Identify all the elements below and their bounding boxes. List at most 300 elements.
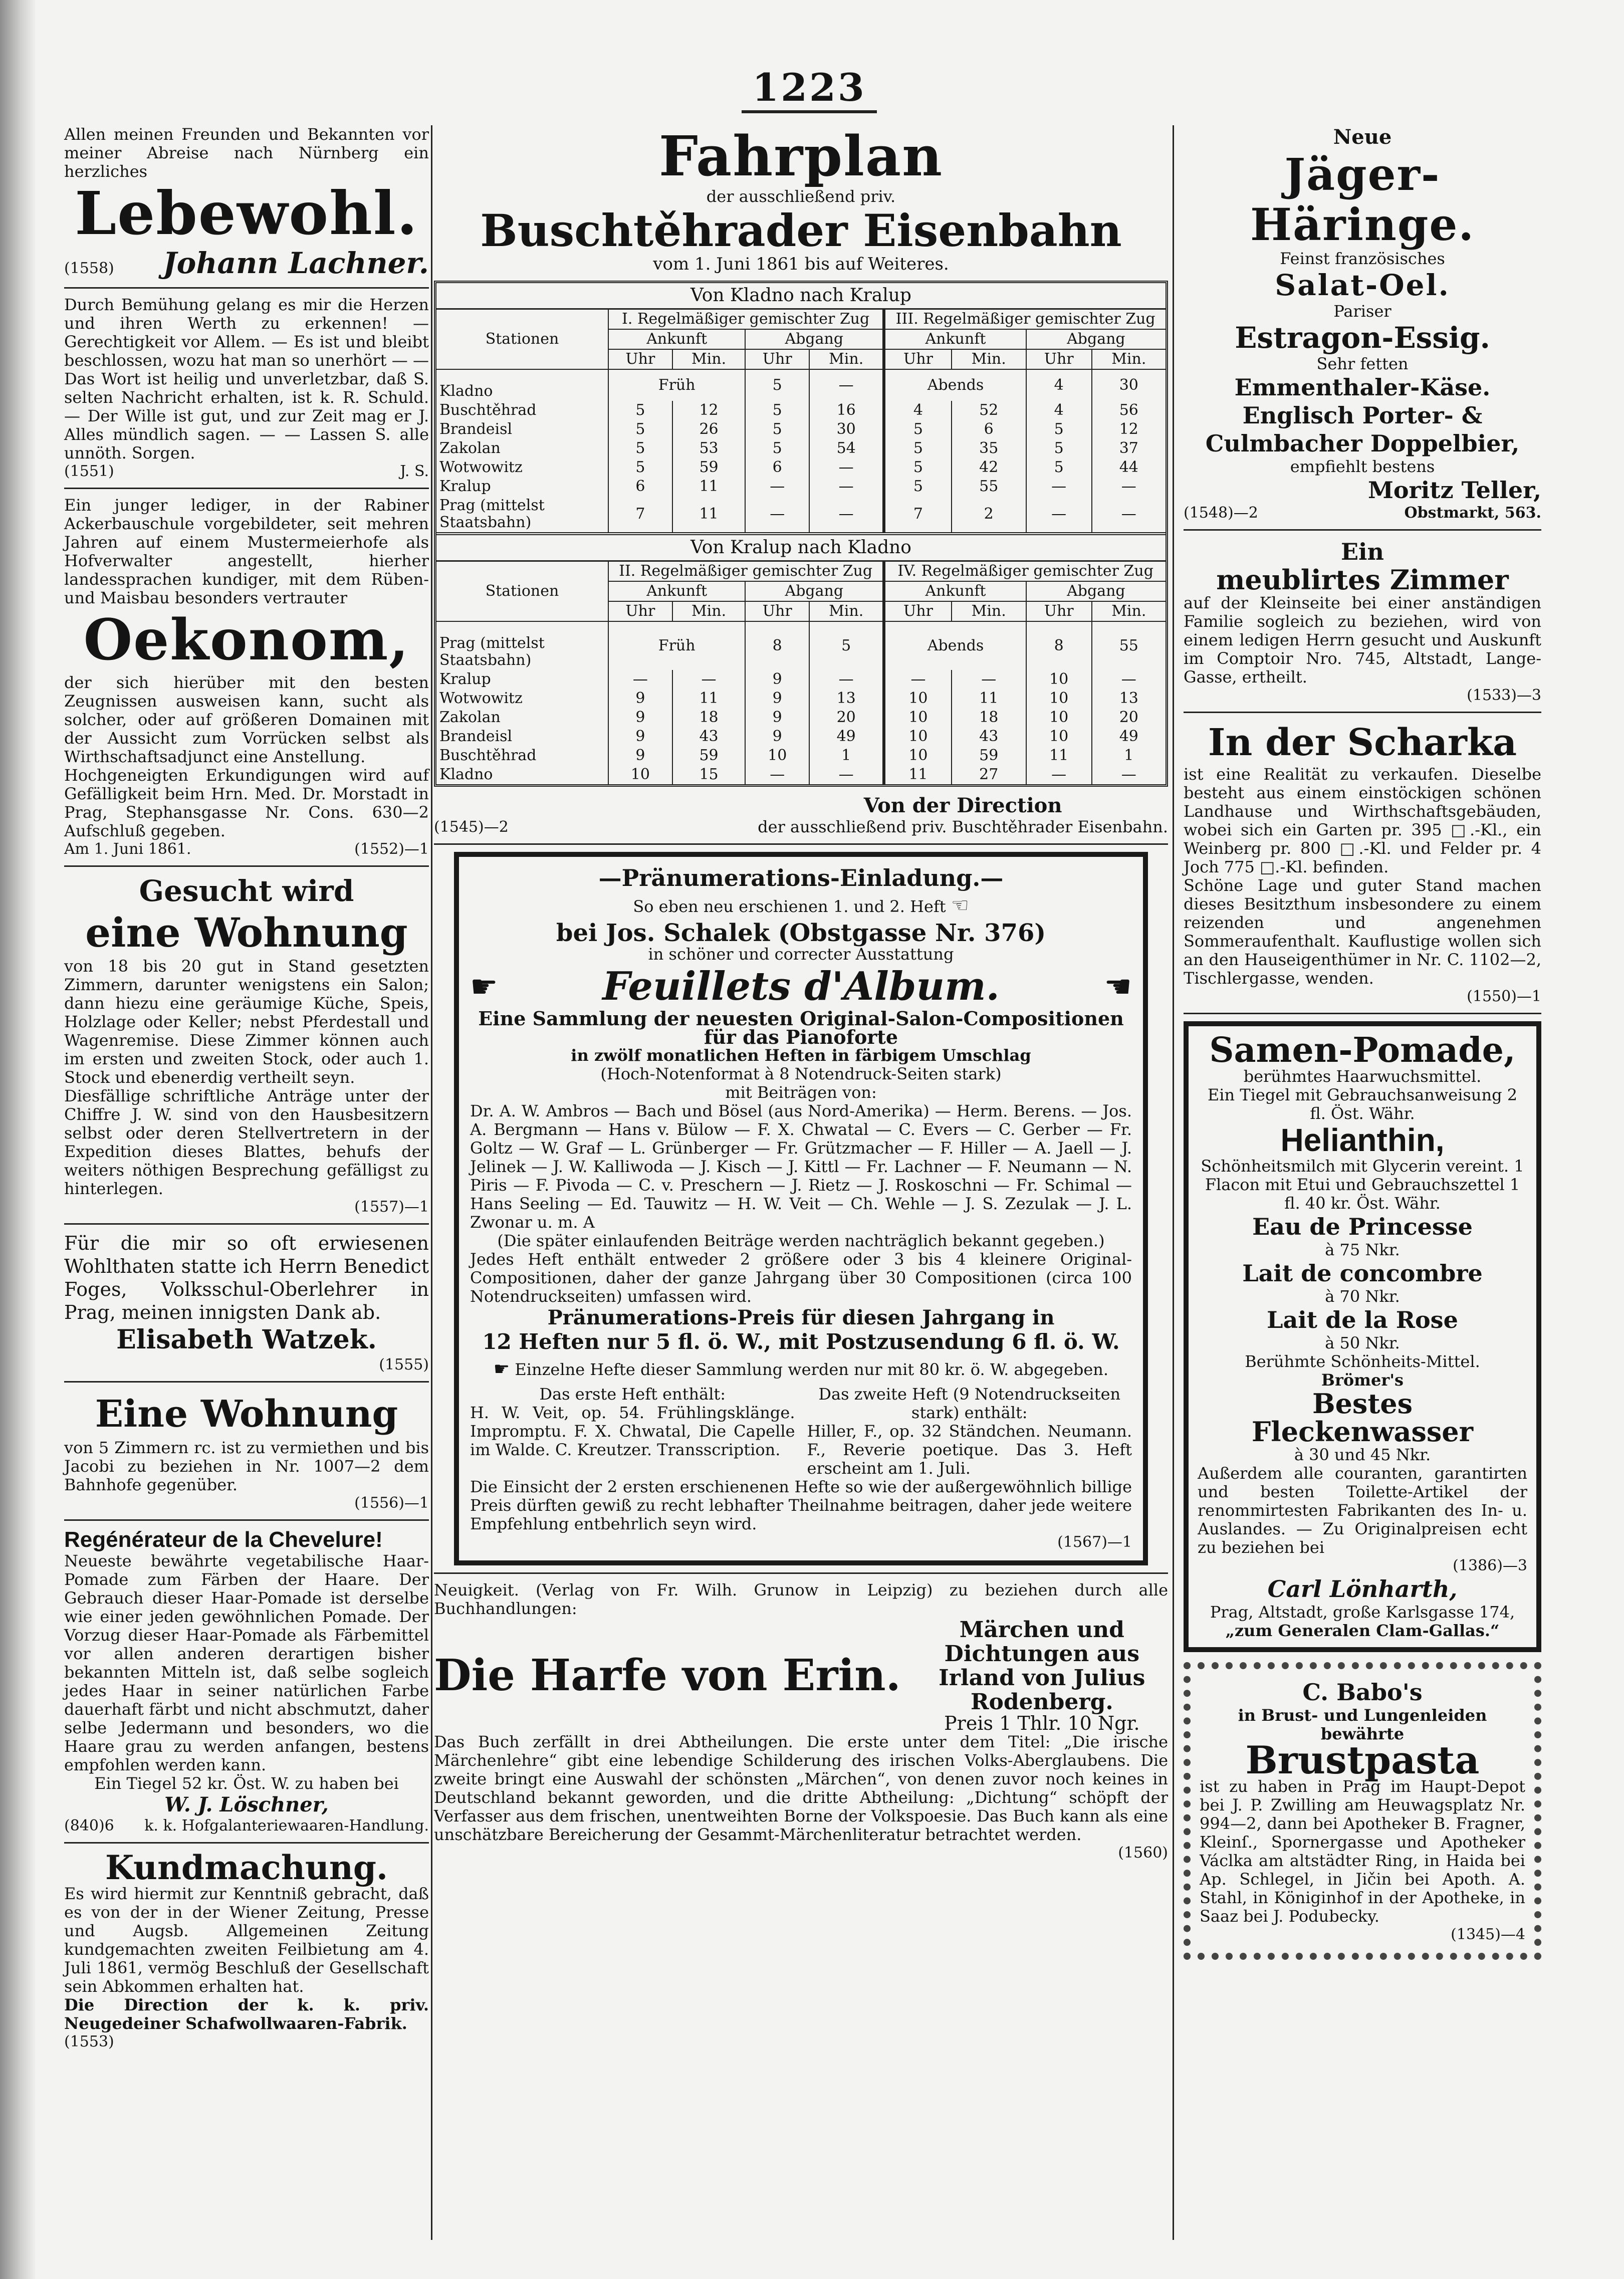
- minute-header: Min.: [1092, 349, 1166, 369]
- time-cell: 43: [672, 727, 746, 746]
- ad-kundmachung: [64, 1848, 429, 2051]
- timetable-row: [436, 477, 1166, 496]
- ad-line: [470, 1354, 1132, 1385]
- ad-intro: Neuigkeit. (Verlag von Fr. Wilh. Grunow in Leipzig) zu beziehen durch alle Buchhandlungen:: [434, 1580, 1168, 1618]
- ad-ref: (1557)—1: [354, 1198, 429, 1216]
- ad-price: à 75 Nkr.: [1325, 1240, 1400, 1259]
- arrival-header: Ankunft: [608, 581, 745, 601]
- time-cell: 9: [745, 727, 809, 746]
- time-cell: 18: [952, 708, 1026, 727]
- minute-header: Min.: [1092, 601, 1166, 621]
- ad-signature: Die Direction der k. k. priv. Neugedeiner Schafwollwaaren-Fabrik.: [64, 1995, 429, 2033]
- station-name: Prag (mittelst Staatsbahn): [439, 497, 545, 531]
- time-cell: 11: [1026, 746, 1092, 765]
- time-cell: 30: [1092, 369, 1166, 401]
- stations-header: Stationen: [436, 561, 608, 622]
- time-cell: 5: [809, 621, 884, 670]
- ad-line-text: So eben neu erschienen 1. und 2. Heft: [633, 897, 946, 916]
- arrival-header: Ankunft: [608, 329, 745, 349]
- time-of-day-label: Früh: [608, 369, 745, 401]
- station-name: Wotwowitz: [439, 459, 523, 476]
- ad-line: für das Pianoforte: [704, 1026, 898, 1048]
- train-header: II. Regelmäßiger gemischter Zug: [608, 561, 884, 582]
- ad-line: Pariser: [1333, 302, 1391, 321]
- time-cell: —: [809, 458, 884, 477]
- divider: [64, 488, 429, 489]
- timetable-row: [436, 401, 1166, 420]
- timetable-row: [436, 439, 1166, 458]
- time-cell: —: [809, 477, 884, 496]
- ad-seller-shop: k. k. Hofgalanteriewaaren-Handlung.: [144, 1817, 429, 1835]
- ad-line: (Hoch-Notenformat à 8 Notendruck-Seiten stark): [600, 1064, 1002, 1083]
- time-cell: 49: [1092, 727, 1166, 746]
- time-cell: 7: [884, 496, 951, 534]
- time-of-day-label: Abends: [884, 621, 1026, 670]
- time-cell: 10: [608, 765, 672, 784]
- time-cell: —: [809, 496, 884, 534]
- ad-line: in zwölf monatlichen Heften in färbigem Umschlag: [571, 1046, 1031, 1065]
- ad-ref: (1556)—1: [354, 1494, 429, 1512]
- ad-line: in schöner und correcter Ausstattung: [648, 945, 954, 964]
- ad-publisher: bei Jos. Schalek (Obstgasse Nr. 376): [556, 919, 1046, 947]
- divider: [64, 865, 429, 867]
- ad-composers: Dr. A. W. Ambros — Bach und Bösel (aus Nord-Amerika) — Herm. Berens. — Jos. A. Bergmann — Hans v. Bülow — F. X. Chwatal — C. Evers — C. Gerber — Fr. Goltz — W. Graf — L. Grünberger — Fr. Grützmacher — F. Hiller — A. Jaell — J. Jelinek — J. W. Kalliwoda — J. Kisch — J. Kittl — Fr. Lachner — F. Neumann — N. Piris — F. Pivoda — C. v. Preschern — J. Rietz — J. Roskoschni — Fr. Schimal — Hans Seeling — Ed. Tauwitz — H. W. Veit — Ch. Wehle — J. S. Zezulak — J. L. Zwonar u. m. A: [470, 1101, 1132, 1232]
- time-cell: 20: [1092, 708, 1166, 727]
- hour-header: Uhr: [884, 601, 951, 621]
- station-name: Buschtěhrad: [439, 401, 537, 419]
- ad-ref: (1567)—1: [1057, 1533, 1132, 1551]
- ad-contents-text: H. W. Veit, op. 54. Frühlingsklänge. Impromptu. F. X. Chwatal, Die Capelle im Walde. C. Kreutzer. Transscription.: [470, 1403, 795, 1459]
- time-cell: 10: [884, 689, 951, 708]
- ad-text: Das Buch zerfällt in drei Abtheilungen. Die erste unter dem Titel: „Die irische Märchenlehre“ gibt eine lebendige Schilderung des irischen Volks-Aberglaubens. Die zweite bringt eine Auswahl der schönsten „Märchen“, von denen zuvor noch keines in Deutschland bekannt geworden, und die dritte Abtheilung: „Dichtung“ schöpft der Verfasser aus dem frischen, unentweihten Borne der Volkspoesie. Das Buch kann als eine unschätzbare Bereicherung der Gesammt-Märchenliteratur betrachtet werden.: [434, 1732, 1168, 1844]
- ad-line: Brömer's: [1321, 1371, 1404, 1390]
- station-name: Prag (mittelst Staatsbahn): [439, 634, 545, 669]
- time-cell: 8: [745, 621, 809, 670]
- time-cell: —: [809, 369, 884, 401]
- time-cell: 9: [608, 708, 672, 727]
- time-cell: —: [608, 670, 672, 689]
- departure-header: Abgang: [1026, 329, 1166, 349]
- timetable-direction-2: [436, 621, 1166, 784]
- ad-line: [470, 890, 1132, 921]
- time-cell: 5: [1026, 420, 1092, 439]
- time-cell: 20: [809, 708, 884, 727]
- time-cell: 11: [672, 496, 746, 534]
- pointing-hand-icon: ☛: [470, 968, 498, 1005]
- minute-header: Min.: [672, 601, 746, 621]
- departure-header: Abgang: [745, 329, 884, 349]
- ad-line: Feinst französisches: [1280, 249, 1445, 268]
- time-of-day-label: Abends: [884, 369, 1026, 401]
- time-cell: 5: [1026, 439, 1092, 458]
- time-cell: 30: [809, 420, 884, 439]
- ad-jaeger-haeringe: [1184, 125, 1541, 522]
- stations-header: Stationen: [436, 309, 608, 370]
- ad-text: auf der Kleinseite bei einer anständigen Familie sogleich zu beziehen, wird von einem ledigen Herrn gesucht und Auskunft im Comptoir Nro. 745, Altstadt, Lange-Gasse, ertheilt.: [1184, 593, 1541, 687]
- ad-intro: Ein junger lediger, in der Rabiner Ackerbauschule vorgebildeter, seit mehren Jahren auf einem Mustermeierhofe als Hofverwalter angestellt, hierher landessprachen kundiger, mit dem Rüben- und Maisbau besonders vertrauter: [64, 496, 429, 607]
- ad-line: empfiehlt bestens: [1290, 457, 1435, 476]
- ad-signature: J. S.: [400, 463, 429, 480]
- timetable-row: [436, 621, 1166, 670]
- time-cell: 49: [809, 727, 884, 746]
- timetable-direction-caption: Von Kladno nach Kralup: [436, 283, 1166, 309]
- ad-product: Lait de concombre: [1242, 1260, 1483, 1287]
- time-cell: 10: [884, 746, 951, 765]
- divider: [434, 843, 1168, 845]
- time-cell: 5: [884, 439, 951, 458]
- train-header: III. Regelmäßiger gemischter Zug: [884, 309, 1166, 330]
- time-cell: 37: [1092, 439, 1166, 458]
- time-cell: 4: [884, 401, 951, 420]
- time-cell: 26: [672, 420, 746, 439]
- ad-title: Feuillets d'Album.: [602, 964, 1000, 1009]
- time-cell: 44: [1092, 458, 1166, 477]
- ad-title: Regénérateur de la Chevelure!: [64, 1527, 383, 1552]
- station-name: Kladno: [439, 766, 493, 783]
- ad-line: in Brust- und Lungenleiden bewährte: [1238, 1706, 1487, 1743]
- time-cell: 9: [608, 727, 672, 746]
- time-cell: 16: [809, 401, 884, 420]
- time-cell: 5: [745, 439, 809, 458]
- ad-address: „zum Generalen Clam-Gallas.“: [1225, 1621, 1500, 1640]
- ad-line: C. Babo's: [1302, 1679, 1423, 1706]
- ad-intro: Allen meinen Freunden und Bekannten vor meiner Abreise nach Nürnberg ein herzliches: [64, 125, 429, 181]
- time-cell: 13: [1092, 689, 1166, 708]
- ad-zimmer: [1184, 538, 1541, 705]
- column-rule: [431, 125, 432, 2240]
- ad-title: In der Scharka: [1208, 721, 1517, 764]
- ad-title: meublirtes Zimmer: [1216, 564, 1509, 596]
- ad-ref: (1560): [1118, 1844, 1168, 1862]
- station-name: Kralup: [439, 478, 491, 495]
- time-cell: 9: [608, 689, 672, 708]
- ad-text: Schöne Lage und guter Stand machen dieses Besitzthum insbesondere zu einem reizenden und angenehmen Sommeraufenthalt. Kauflustige wollen sich an den Hauseigenthümer in Nr. C. 1102—2, Tischlergasse, wenden.: [1184, 876, 1541, 988]
- timetable-row: [436, 727, 1166, 746]
- time-cell: 5: [884, 477, 951, 496]
- ad-ref: (1545)—2: [434, 818, 509, 836]
- ad-line: mit Beiträgen von:: [725, 1083, 877, 1102]
- ad-text: Es wird hiermit zur Kenntniß gebracht, daß es von der in der Wiener Zeitung, Presse und Augsb. Allgemeinen Zeitung kundgemachten zweiten Feilbietung am 4. Juli 1861, vermög Beschluß der Gesellschaft sein Abkommen erhalten hat.: [64, 1884, 429, 1996]
- timetable: [434, 281, 1168, 787]
- departure-header: Abgang: [1026, 581, 1166, 601]
- ad-title: Oekonom,: [83, 607, 410, 673]
- ad-title: —Pränumerations-Einladung.—: [598, 864, 1004, 891]
- minute-header: Min.: [809, 349, 884, 369]
- ad-contents-title: Das erste Heft enthält:: [539, 1385, 726, 1404]
- timetable-row: [436, 746, 1166, 765]
- time-cell: 10: [884, 708, 951, 727]
- ad-product: Estragon-Essig.: [1235, 321, 1490, 355]
- time-cell: —: [672, 670, 746, 689]
- time-cell: 52: [952, 401, 1026, 420]
- ad-ref: (1548)—2: [1184, 504, 1258, 522]
- ad-contents-text: Hiller, F., op. 32 Ständchen. Neumann. F., Reverie poetique. Das 3. Heft erscheint am 1. Juli.: [807, 1422, 1132, 1478]
- departure-header: Abgang: [745, 581, 884, 601]
- time-cell: 4: [1026, 369, 1092, 401]
- ad-line: Neue: [1333, 125, 1392, 149]
- ad-product: Salat-Oel.: [1275, 268, 1450, 302]
- ad-price: à 70 Nkr.: [1325, 1287, 1400, 1306]
- ad-text: Ein Tiegel 52 kr. Öst. W. zu haben bei: [94, 1774, 399, 1793]
- ad-price: à 30 und 45 Nkr.: [1294, 1445, 1431, 1464]
- time-cell: 11: [952, 689, 1026, 708]
- ad-text: Durch Bemühung gelang es mir die Herzen und ihren Werth zu erkennen! — Gerechtigkeit vor Allem. — Es ist und bleibt beschlossen, wozu hat man so unerhört — — Das Wort ist heilig und unverletzbar, daß S. selten Nachricht erhalten, ist k. R. Schuld. — Der Wille ist gut, und zur Zeit mag er J. Alles mündlich sagen. — — Lassen S. alle unnöth. Sorgen.: [64, 295, 429, 463]
- ad-brustpasta: [1184, 1662, 1541, 1960]
- time-cell: 5: [608, 401, 672, 420]
- time-cell: 9: [745, 689, 809, 708]
- ad-scharka: [1184, 720, 1541, 1006]
- ad-title: Eine Wohnung: [95, 1393, 398, 1436]
- timetable-signature: Von der Direction: [863, 794, 1062, 817]
- timetable-direction-1: [436, 369, 1166, 534]
- timetable-subtitle: der ausschließend priv.: [706, 187, 896, 206]
- station-name: Kladno: [439, 382, 493, 400]
- timetable-row: [436, 670, 1166, 689]
- left-column: [64, 125, 429, 2057]
- time-cell: 4: [1026, 401, 1092, 420]
- page-number: 1223: [742, 65, 877, 113]
- time-cell: 2: [952, 496, 1026, 534]
- time-cell: 8: [1026, 621, 1092, 670]
- timetable-row: [436, 458, 1166, 477]
- time-cell: 6: [745, 458, 809, 477]
- ad-ref: (1558): [64, 260, 114, 277]
- ad-text: ist zu haben in Prag im Haupt-Depot bei J. P. Zwilling am Heuwagsplatz Nr. 994—2, dann bei Apotheker B. Fragner, Kleinſ., Spornergasse und Apotheker Václka am altstädter Ring, in Haida bei Ap. Schlegel, in Jičin bei Apoth. A. Stahl, in Königinhof in der Apotheke, in Saaz bei J. Podubecky.: [1200, 1777, 1525, 1926]
- ad-ref: (840)6: [64, 1817, 114, 1835]
- timetable-direction-caption: Von Kralup nach Kladno: [436, 534, 1166, 561]
- pointing-hand-icon: ☜: [951, 894, 969, 917]
- timetable-signature-sub: der ausschließend priv. Buschtěhrader Eisenbahn.: [758, 817, 1168, 836]
- ad-contents: [470, 1385, 1132, 1478]
- timetable-validity: vom 1. Juni 1861 bis auf Weiteres.: [653, 254, 949, 274]
- ad-text: Für die mir so oft erwiesenen Wohlthaten statte ich Herrn Benedict Foges, Volksschul-Oberlehrer in Prag, meinen innigsten Dank ab.: [64, 1232, 429, 1323]
- ad-ref: (1552)—1: [354, 840, 429, 858]
- divider: [64, 1223, 429, 1225]
- time-cell: 5: [745, 420, 809, 439]
- hour-header: Uhr: [745, 601, 809, 621]
- time-cell: 5: [1026, 458, 1092, 477]
- arrival-header: Ankunft: [884, 329, 1026, 349]
- time-cell: —: [1092, 477, 1166, 496]
- ad-ref: (1551): [64, 463, 114, 480]
- time-cell: 13: [809, 689, 884, 708]
- divider: [1184, 1013, 1541, 1014]
- ad-text: von 5 Zimmern rc. ist zu vermiethen und bis Jacobi zu beziehen in Nr. 1007—2 dem Bahnhofe gegenüber.: [64, 1438, 429, 1494]
- ad-signature: Elisabeth Watzek.: [116, 1324, 377, 1355]
- timetable-row: [436, 496, 1166, 534]
- time-cell: —: [745, 765, 809, 784]
- divider: [1184, 529, 1541, 531]
- timetable-title: Fahrplan: [658, 124, 944, 188]
- ad-text: Diesfällige schriftliche Anträge unter der Chiffre J. W. sind von den Hausbesitzern selbst oder deren Stellvertretern in der Expedition dieses Blattes, behufs der weiters nöthigen Besprechung gefälligst zu hinterlegen.: [64, 1086, 429, 1198]
- minute-header: Min.: [672, 349, 746, 369]
- ad-ref: (1345)—4: [1451, 1926, 1525, 1943]
- hour-header: Uhr: [884, 349, 951, 369]
- time-cell: 35: [952, 439, 1026, 458]
- ad-product: Emmenthaler-Käse.: [1234, 374, 1491, 401]
- time-cell: —: [809, 670, 884, 689]
- ad-title: Kundmachung.: [105, 1848, 388, 1887]
- divider: [64, 1381, 429, 1383]
- hour-header: Uhr: [608, 601, 672, 621]
- ad-ref: (1553): [64, 2033, 114, 2050]
- time-cell: 6: [608, 477, 672, 496]
- ad-title: Jäger-Häringe.: [1250, 148, 1475, 251]
- time-cell: 6: [952, 420, 1026, 439]
- time-cell: —: [809, 765, 884, 784]
- ad-line-text: Einzelne Hefte dieser Sammlung werden nur mit 80 kr. ö. W. abgegeben.: [515, 1360, 1109, 1379]
- ad-dank: [64, 1232, 429, 1374]
- timetable-row: [436, 420, 1166, 439]
- divider: [64, 1519, 429, 1521]
- time-cell: —: [884, 670, 951, 689]
- time-cell: 59: [672, 746, 746, 765]
- time-cell: 18: [672, 708, 746, 727]
- time-cell: 27: [952, 765, 1026, 784]
- ad-regenerateur: [64, 1528, 429, 1835]
- time-cell: 9: [745, 708, 809, 727]
- time-of-day-label: Früh: [608, 621, 745, 670]
- station-name: Brandeisl: [439, 420, 513, 438]
- ad-samen-pomade: [1184, 1021, 1541, 1652]
- time-cell: 12: [672, 401, 746, 420]
- time-cell: 10: [1026, 670, 1092, 689]
- time-cell: 1: [809, 746, 884, 765]
- ad-title-row: [470, 964, 1132, 1009]
- minute-header: Min.: [952, 601, 1026, 621]
- divider: [64, 1842, 429, 1844]
- ad-title: eine Wohnung: [85, 909, 408, 956]
- time-cell: 53: [672, 439, 746, 458]
- ad-ref: (1555): [379, 1356, 429, 1374]
- time-cell: —: [1092, 670, 1166, 689]
- station-name: Zakolan: [439, 709, 501, 726]
- time-cell: 11: [672, 477, 746, 496]
- ad-line: Berühmte Schönheits-Mittel.: [1245, 1352, 1480, 1371]
- time-cell: 9: [608, 746, 672, 765]
- ad-note: (Die später einlaufenden Beiträge werden nachträglich bekannt gegeben.): [497, 1231, 1105, 1250]
- ad-title: Lebewohl.: [75, 178, 418, 248]
- minute-header: Min.: [809, 601, 884, 621]
- arrival-header: Ankunft: [884, 581, 1026, 601]
- ad-seller: Moritz Teller,: [1367, 477, 1541, 504]
- time-cell: 5: [884, 420, 951, 439]
- ad-title: Die Harfe von Erin.: [434, 1650, 901, 1701]
- timetable-row: [436, 708, 1166, 727]
- time-cell: 9: [745, 670, 809, 689]
- timetable-row: [436, 369, 1166, 401]
- ad-product: Helianthin,: [1280, 1122, 1445, 1158]
- station-name: Wotwowitz: [439, 690, 523, 707]
- ad-harfe-von-erin: [434, 1581, 1168, 1862]
- ad-text: ist eine Realität zu verkaufen. Dieselbe besteht aus einem einstöckigen schönen Landhause und Wirthschaftsgebäuden, wobei sich ein Garten pr. 395 □.-Kl., ein Weinberg pr. 800 □.-Kl. und Felder pr. 4 Joch 775 □.-Kl. befinden.: [1184, 765, 1541, 876]
- hour-header: Uhr: [608, 349, 672, 369]
- right-column: [1184, 125, 1541, 1960]
- ad-text: der sich hierüber mit den besten Zeugnissen ausweisen kann, sucht als solcher, oder auf größeren Domainen mit der Aussicht zum Vorrücken selbst als Wirthschaftsadjunct eine Anstellung.: [64, 673, 429, 766]
- time-cell: 10: [884, 727, 951, 746]
- time-cell: 5: [608, 439, 672, 458]
- station-name: Brandeisl: [439, 728, 513, 745]
- time-cell: —: [1026, 477, 1092, 496]
- ad-price: Preis 1 Thlr. 10 Ngr.: [944, 1712, 1140, 1734]
- ad-wohnung-miete: [64, 1390, 429, 1512]
- time-cell: 54: [809, 439, 884, 458]
- time-cell: 59: [672, 458, 746, 477]
- ad-price: 12 Heften nur 5 fl. ö. W., mit Postzusendung 6 fl. ö. W.: [482, 1329, 1120, 1354]
- time-cell: 59: [952, 746, 1026, 765]
- ad-ref: (1533)—3: [1467, 687, 1541, 704]
- time-cell: —: [1092, 765, 1166, 784]
- ad-address: Obstmarkt, 563.: [1404, 504, 1541, 522]
- time-cell: 10: [1026, 708, 1092, 727]
- divider: [64, 287, 429, 289]
- ad-line: Eine Sammlung der neuesten Original-Salon-Compositionen: [478, 1007, 1124, 1030]
- time-cell: —: [952, 670, 1026, 689]
- ad-product: Bestes Fleckenwasser: [1251, 1388, 1474, 1448]
- ad-essay: [64, 296, 429, 481]
- time-cell: —: [745, 496, 809, 534]
- ad-title: Gesucht wird: [139, 874, 354, 908]
- time-cell: —: [745, 477, 809, 496]
- station-name: Buschtěhrad: [439, 747, 537, 764]
- time-cell: 5: [608, 458, 672, 477]
- minute-header: Min.: [952, 349, 1026, 369]
- time-cell: 10: [1026, 727, 1092, 746]
- ad-title: Brustpasta: [1245, 1738, 1480, 1782]
- time-cell: 1: [1092, 746, 1166, 765]
- ad-product: Englisch Porter- & Culmbacher Doppelbier,: [1205, 402, 1520, 457]
- time-cell: —: [1092, 496, 1166, 534]
- ad-wohnung-gesucht: [64, 874, 429, 1216]
- ad-note: Jedes Heft enthält entweder 2 größere oder 3 bis 4 kleinere Original-Compositionen, daher der ganze Jahrgang über 30 Compositionen (circa 100 Notendruckseiten) umfassen wird.: [470, 1250, 1132, 1306]
- ad-text: von 18 bis 20 gut in Stand gesetzten Zimmern, darunter wenigstens ein Salon; dann hiezu eine geräumige Küche, Speis, Holzlage oder Keller; nebst Pferdestall und Wagenremise. Diese Zimmer können auch im ersten und zweiten Stock, oder auch 1. Stock und ebenerdig vertheilt seyn.: [64, 957, 429, 1087]
- ad-title: Samen-Pomade,: [1209, 1030, 1516, 1070]
- ad-date: Am 1. Juni 1861.: [64, 840, 191, 858]
- time-cell: 5: [608, 420, 672, 439]
- ad-address: Prag, Altstadt, große Karlsgasse 174,: [1210, 1603, 1515, 1622]
- time-cell: 15: [672, 765, 746, 784]
- ad-feuillets-album: [454, 852, 1148, 1565]
- time-cell: 43: [952, 727, 1026, 746]
- time-cell: 5: [745, 369, 809, 401]
- ad-product: Eau de Princesse: [1252, 1213, 1473, 1240]
- ad-ref: (1386)—3: [1453, 1557, 1527, 1574]
- time-cell: 11: [884, 765, 951, 784]
- time-cell: 56: [1092, 401, 1166, 420]
- middle-column: [434, 125, 1168, 1862]
- column-rule: [1173, 125, 1174, 2240]
- ad-line: Sehr fetten: [1316, 354, 1409, 373]
- ad-text: Außerdem alle couranten, garantirten und besten Toilette-Artikel der renommirtesten Fabrikanten des In- u. Auslandes. — Zu Originalpreisen echt zu beziehen bei: [1198, 1464, 1527, 1557]
- ad-price-title: Pränumerations-Preis für diesen Jahrgang in: [547, 1306, 1055, 1329]
- ad-line: Ein Tiegel mit Gebrauchsanweisung 2 fl. Öst. Währ.: [1207, 1085, 1518, 1123]
- time-cell: 55: [1092, 621, 1166, 670]
- time-cell: 42: [952, 458, 1026, 477]
- ad-seller: Carl Lönharth,: [1267, 1575, 1458, 1603]
- ad-contents-title: Das zweite Heft (9 Notendruckseiten stark) enthält:: [818, 1385, 1121, 1422]
- timetable-row: [436, 765, 1166, 784]
- ad-signature: Johann Lachner.: [163, 246, 429, 280]
- time-cell: 11: [672, 689, 746, 708]
- page-binding-edge: [0, 0, 35, 2279]
- divider: [1184, 712, 1541, 713]
- ad-product: Lait de la Rose: [1267, 1306, 1458, 1333]
- time-cell: —: [1026, 496, 1092, 534]
- train-header: IV. Regelmäßiger gemischter Zug: [884, 561, 1166, 582]
- ad-lebewohl: [64, 125, 429, 280]
- time-cell: 7: [608, 496, 672, 534]
- ad-text: Hochgeneigten Erkundigungen wird auf Gefälligkeit beim Hrn. Med. Dr. Morstadt in Prag, Stephansgasse Nr. Cons. 630—2 Aufschluß gegeben.: [64, 766, 429, 840]
